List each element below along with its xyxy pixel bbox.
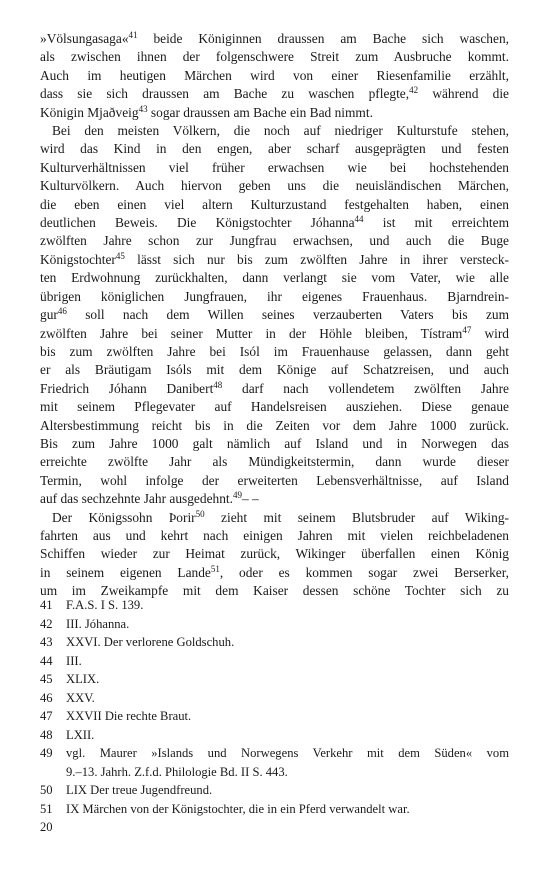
text-line xyxy=(40,325,509,343)
footnote xyxy=(40,707,509,726)
text-run: Bei den meisten Völkern, die noch auf niedriger Kulturstufe stehen, xyxy=(52,123,509,139)
footnote-text xyxy=(66,800,509,819)
text-run: auf das sechzehnte Jahr ausgedehnt. xyxy=(40,491,233,507)
text-run: mit seinem Pflegevater auf Handelsreisen ausziehen. Diese genaue xyxy=(40,399,509,415)
text-line xyxy=(40,306,509,324)
text-run: Königstochter xyxy=(40,251,116,267)
footnote-ref: 43 xyxy=(138,103,148,114)
footnote-line: vgl. Maurer »Islands und Norwegens Verkehr mit dem Süden« vom xyxy=(66,746,509,760)
body-text xyxy=(40,30,509,601)
footnote-number: 41 xyxy=(40,598,53,612)
footnote-ref: 46 xyxy=(57,306,67,317)
text-run: die eben einen viel altern Kulturzustand festgehalten haben, einen xyxy=(40,196,509,212)
text-run: während die xyxy=(418,86,509,102)
footnote-text xyxy=(66,707,509,726)
text-run: soll nach dem Willen seines verzauberten Vaters bis zum xyxy=(66,307,509,323)
footnote-number: 45 xyxy=(40,672,53,686)
text-line xyxy=(40,453,509,471)
text-run: er als Bräutigam Isóls mit dem Könige auf Schatzreisen, und auch xyxy=(40,362,509,378)
text-run: Termin, wohl infolge der erweiterten Lebensverhältnisse, auf Island xyxy=(40,472,509,488)
text-line xyxy=(40,288,509,306)
footnote-text xyxy=(66,744,509,781)
footnote-line: IX Märchen von der Königstochter, die in ein Pferd verwandelt war. xyxy=(66,801,410,816)
footnote-line: XLIX. xyxy=(66,672,100,686)
footnote-ref: 45 xyxy=(115,250,125,261)
footnote-line: F.A.S. I S. 139. xyxy=(66,598,144,612)
text-run: erreichte zwölfte Jahr als Mündigkeitstermin, dann wurde dieser xyxy=(40,454,509,470)
footnote-ref: 47 xyxy=(462,324,472,335)
footnote-ref: 49 xyxy=(232,490,242,501)
footnote-line: III. xyxy=(66,653,82,668)
footnote-number: 44 xyxy=(40,653,53,668)
footnote-line: LXII. xyxy=(66,727,95,742)
text-run: Der Königssohn Þorir xyxy=(52,509,196,525)
text-line xyxy=(40,30,509,48)
footnote-line: XXVI. Der verlorene Goldschuh. xyxy=(66,635,235,649)
text-line xyxy=(40,490,509,508)
footnote-line: 9.–13. Jahrh. Z.f.d. Philologie Bd. II S. 443. xyxy=(66,764,288,779)
text-run: ten Erdwohnung zurückhalten, dann verlangt sie vom Vater, wie alle xyxy=(40,270,509,286)
text-run: Auch im heutigen Märchen wird von einer Riesenfamilie erzählt, xyxy=(40,67,509,83)
text-line xyxy=(40,85,509,103)
footnote xyxy=(40,670,509,689)
text-line xyxy=(40,140,509,158)
text-line xyxy=(40,417,509,435)
footnote-number: 46 xyxy=(40,690,53,705)
text-line xyxy=(40,380,509,398)
footnote xyxy=(40,800,509,819)
text-run: bis zum zwölften Jahre bei Isól im Frauenhause gelassen, dann geht xyxy=(40,343,509,359)
text-line xyxy=(40,214,509,232)
text-line xyxy=(40,159,509,177)
text-run: deutlichen Beweis. Die Königstochter Jóhanna xyxy=(40,215,355,231)
footnote-ref: 48 xyxy=(213,379,223,390)
footnote-text xyxy=(66,615,509,634)
footnotes xyxy=(40,596,509,818)
footnote-ref: 42 xyxy=(409,85,419,96)
text-line xyxy=(40,435,509,453)
text-line xyxy=(40,509,509,527)
footnote-number: 42 xyxy=(40,616,53,631)
text-run: , oder es kommen sogar zwei Berserker, xyxy=(219,564,509,580)
text-run: Friedrich Jóhann Danibert xyxy=(40,380,214,396)
text-run: Kulturvölkern. Auch hiervon geben uns die neuisländischen Märchen, xyxy=(40,178,509,194)
text-run: darf nach vollendetem zwölften Jahre xyxy=(222,380,509,396)
text-run: Kulturverhältnissen viel früher erwachsen wie bei hochstehenden xyxy=(40,159,509,175)
text-run: als zwischen ihnen der folgenschwere Streit zum Ausbruche kommt. xyxy=(40,49,509,65)
text-run: lässt sich nur bis zum zwölften Jahre in ihrer versteck- xyxy=(124,251,509,267)
text-line xyxy=(40,48,509,66)
text-run: wird das Kind in den engen, aber scharf ausgeprägten und festen xyxy=(40,141,509,157)
text-line xyxy=(40,472,509,490)
footnote-line: XXVII Die rechte Braut. xyxy=(66,709,192,723)
text-line xyxy=(40,104,509,122)
footnote xyxy=(40,781,509,800)
footnote xyxy=(40,633,509,652)
text-run: Altersbestimmung reicht bis in die Zeiten vor dem Jahre 1000 zurück. xyxy=(40,417,509,433)
footnote xyxy=(40,689,509,708)
text-run: gur xyxy=(40,307,58,323)
footnote xyxy=(40,615,509,634)
text-line xyxy=(40,177,509,195)
text-run: Königin Mjaðveig xyxy=(40,104,139,120)
text-line xyxy=(40,232,509,250)
text-run: wird xyxy=(471,325,509,341)
text-line xyxy=(40,269,509,287)
footnote-text xyxy=(66,689,509,708)
text-line xyxy=(40,196,509,214)
footnote-ref: 50 xyxy=(195,508,205,519)
footnote-number: 47 xyxy=(40,709,53,723)
text-run: – – xyxy=(241,491,259,507)
text-line xyxy=(40,251,509,269)
text-line xyxy=(40,545,509,563)
text-run: zwölften Jahre schon zur Jungfrau erwachsen, und auch die Buge xyxy=(40,233,509,249)
footnote-ref: 41 xyxy=(128,30,138,40)
text-run: ist mit erreichtem xyxy=(363,215,509,231)
footnote-number: 43 xyxy=(40,635,53,649)
text-line xyxy=(40,361,509,379)
footnote-text xyxy=(66,652,509,671)
footnote-number: 50 xyxy=(40,783,53,797)
footnote-line: III. Jóhanna. xyxy=(66,616,130,631)
footnote-ref: 44 xyxy=(354,214,364,225)
footnote-text xyxy=(66,726,509,745)
text-line xyxy=(40,527,509,545)
text-run: zieht mit seinem Blutsbruder auf Wiking- xyxy=(204,509,509,525)
footnote xyxy=(40,726,509,745)
page-number: 20 xyxy=(40,820,53,834)
text-line xyxy=(40,564,509,582)
footnote-line: LIX Der treue Jugendfreund. xyxy=(66,783,213,797)
text-line xyxy=(40,343,509,361)
footnote-number: 49 xyxy=(40,746,53,760)
footnote xyxy=(40,744,509,781)
text-run: »Völsungasaga« xyxy=(40,31,129,46)
footnote-text xyxy=(66,596,509,615)
text-line xyxy=(40,122,509,140)
text-run: sogar draussen am Bache ein Bad nimmt. xyxy=(147,104,373,120)
footnote-text xyxy=(66,781,509,800)
text-line xyxy=(40,67,509,85)
footnote-text xyxy=(66,633,509,652)
text-run: beide Königinnen draussen am Bache sich waschen, xyxy=(137,31,509,46)
footnote-line: XXV. xyxy=(66,690,95,705)
text-run: übrigen königlichen Jungfrauen, ihr eigenes Frauenhaus. Bjarndrein- xyxy=(40,288,509,304)
footnote xyxy=(40,596,509,615)
text-line xyxy=(40,398,509,416)
text-run: dass sie sich draussen am Bache zu waschen pflegte, xyxy=(40,86,410,102)
footnote-ref: 51 xyxy=(210,563,220,574)
footnote-text xyxy=(66,670,509,689)
text-run: Schiffen wieder zur Heimat zurück, Wikinger überfallen einen König xyxy=(40,546,509,562)
text-run: zwölften Jahre bei seiner Mutter in der Höhle bleiben, Tístram xyxy=(40,325,463,341)
footnote xyxy=(40,652,509,671)
footnote-number: 48 xyxy=(40,727,53,742)
text-run: in seinem eigenen Lande xyxy=(40,564,211,580)
text-run: Bis zum Jahre 1000 galt nämlich auf Island und in Norwegen das xyxy=(40,435,509,451)
footnote-number: 51 xyxy=(40,801,53,816)
text-run: um im Zweikampfe mit dem Kaiser dessen schöne Tochter sich zu xyxy=(40,583,509,599)
text-run: fahrten aus und kehrt nach einigen Jahren mit vielen reichbeladenen xyxy=(40,527,509,543)
